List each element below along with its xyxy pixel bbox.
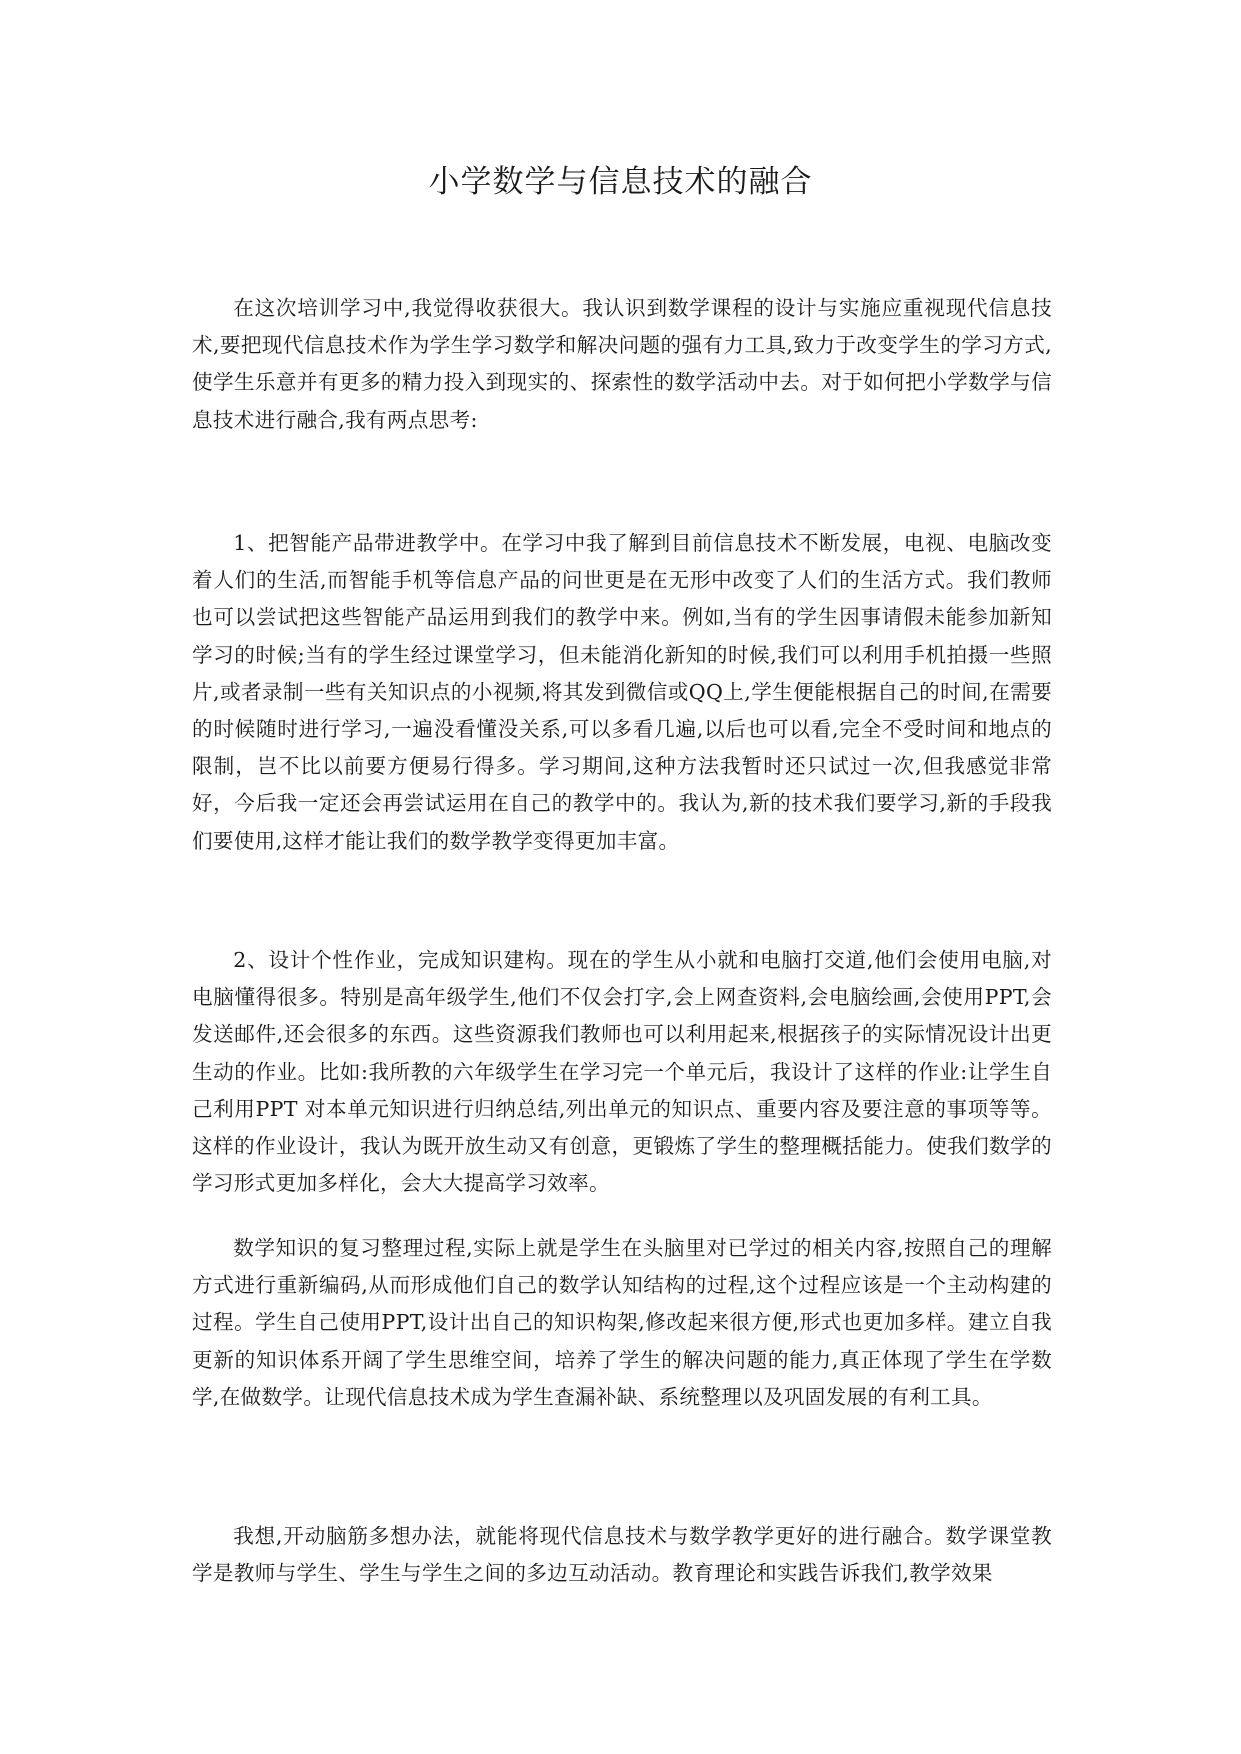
paragraph-conclusion: 我想,开动脑筋多想办法，就能将现代信息技术与数学教学更好的进行融合。数学课堂教学是教师与学生、学生与学生之间的多边互动活动。教育理论和实践告诉我们,教学效果 bbox=[192, 1524, 1052, 1586]
paragraph-point-1: 1、把智能产品带进教学中。在学习中我了解到目前信息技术不断发展，电视、电脑改变着人们的生活,而智能手机等信息产品的问世更是在无形中改变了人们的生活方式。我们教师也可以尝试把这些智能产品运用到我们的教学中来。例如,当有的学生因事请假未能参加新知学习的时候;当有的学生经过课堂学习，但未能消化新知的时候,我们可以利用手机拍摄一些照片,或者录制一些有关知识点的小视频,将其发到微信或QQ上,学生便能根据自己的时间,在需要的时候随时进行学习,一遍没看懂没关系,可以多看几遍,以后也可以看,完全不受时间和地点的限制，岂不比以前要方便易行得多。学习期间,这种方法我暂时还只试过一次,但我感觉非常好，今后我一定还会再尝试运用在自己的教学中的。我认为,新的技术我们要学习,新的手段我们要使用,这样才能让我们的数学教学变得更加丰富。 bbox=[192, 531, 1052, 853]
paragraph-intro: 在这次培训学习中,我觉得收获很大。我认识到数学课程的设计与实施应重视现代信息技术,要把现代信息技术作为学生学习数学和解决问题的强有力工具,致力于改变学生的学习方式,使学生乐意并有更多的精力投入到现实的、探索性的数学活动中去。对于如何把小学数学与信息技术进行融合,我有两点思考: bbox=[192, 296, 1052, 432]
paragraph-point-2: 2、设计个性作业，完成知识建构。现在的学生从小就和电脑打交道,他们会使用电脑,对电脑懂得很多。特别是高年级学生,他们不仅会打字,会上网查资料,会电脑绘画,会使用PPT,会发送邮件,还会很多的东西。这些资源我们教师也可以利用起来,根据孩子的实际情况设计出更生动的作业。比如:我所教的六年级学生在学习完一个单元后，我设计了这样的作业:让学生自己利用PPT 对本单元知识进行归纳总结,列出单元的知识点、重要内容及要注意的事项等等。这样的作业设计，我认为既开放生动又有创意，更锻炼了学生的整理概括能力。使我们数学的学习形式更加多样化，会大大提高学习效率。 bbox=[192, 948, 1052, 1196]
document-title: 小学数学与信息技术的融合 bbox=[428, 164, 813, 200]
paragraph-review: 数学知识的复习整理过程,实际上就是学生在头脑里对已学过的相关内容,按照自己的理解方式进行重新编码,从而形成他们自己的数学认知结构的过程,这个过程应该是一个主动构建的过程。学生自己使用PPT,设计出自己的知识构架,修改起来很方便,形式也更加多样。建立自我更新的知识体系开阔了学生思维空间，培养了学生的解决问题的能力,真正体现了学生在学数学,在做数学。让现代信息技术成为学生查漏补缺、系统整理以及巩固发展的有利工具。 bbox=[192, 1236, 1052, 1409]
